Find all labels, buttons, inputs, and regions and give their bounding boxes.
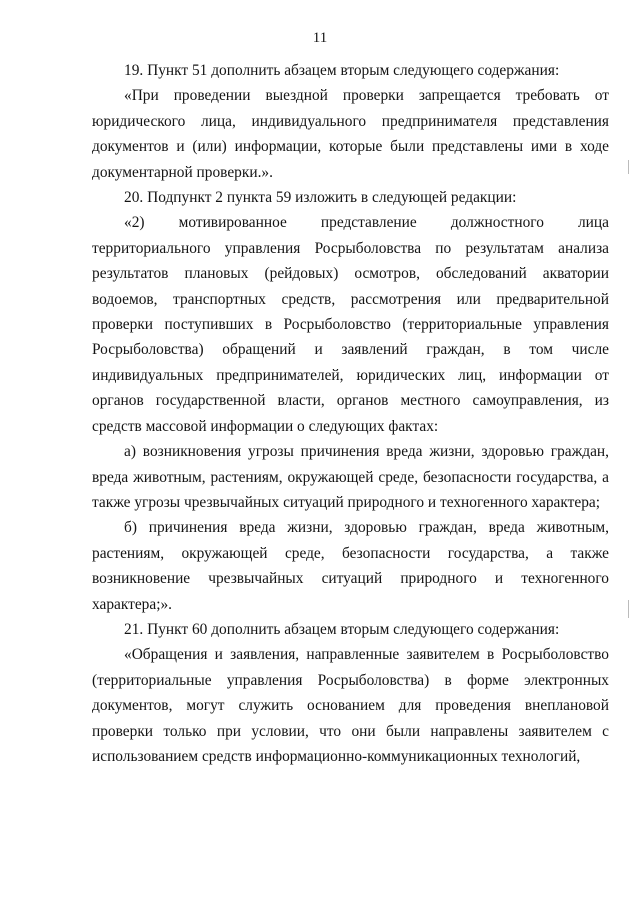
paragraph-item-20: 20. Подпункт 2 пункта 59 изложить в следующей редакции:	[124, 189, 517, 207]
paragraph-item-21: 21. Пункт 60 дополнить абзацем вторым следующего содержания:	[124, 620, 560, 638]
scan-artifact	[628, 160, 629, 174]
paragraph-item-19-text: «При проведении выездной проверки запрещается требовать от юридического лица, индивидуального предпринимателя представления документов и (или) информации, которые были представлены ими в ходе документарной проверки.».	[92, 87, 609, 181]
paragraph-item-19: 19. Пункт 51 дополнить абзацем вторым следующего содержания:	[124, 62, 560, 79]
document-body	[92, 58, 609, 769]
paragraph-subitem-b: б) причинения вреда жизни, здоровью граждан, вреда животным, растениям, окружающей среде, безопасности государства, а также возникновение чрезвычайных ситуаций природного и техногенного характера;».	[92, 519, 609, 613]
paragraph-item-21-text: «Обращения и заявления, направленные заявителем в Росрыболовство (территориальные управления Росрыболовства) в форме электронных документов, могут служить основанием для проведения внеплановой проверки только при условии, что они были направлены заявителем с использованием средств информационно-коммуникационных технологий,	[92, 646, 609, 765]
paragraph-item-20-text: «2) мотивированное представление должностного лица территориального управления Росрыболовства по результатам анализа результатов плановых (рейдовых) осмотров, обследований акватории водоемов, транспортных средств, рассмотрения или предварительной проверки поступивших в Росрыболовство (территориальные управления Росрыболовства) обращений и заявлений граждан, в том числе индивидуальных предпринимателей, юридических лиц, информации от органов государственной власти, органов местного самоуправления, из средств массовой информации о следующих фактах:	[92, 214, 609, 435]
scan-artifact	[628, 600, 629, 618]
paragraph-subitem-a: а) возникновения угрозы причинения вреда жизни, здоровью граждан, вреда животным, растениям, окружающей среде, безопасности государства, а также угрозы чрезвычайных ситуаций природного и техногенного характера;	[92, 443, 609, 511]
page-number: 11	[312, 30, 328, 46]
